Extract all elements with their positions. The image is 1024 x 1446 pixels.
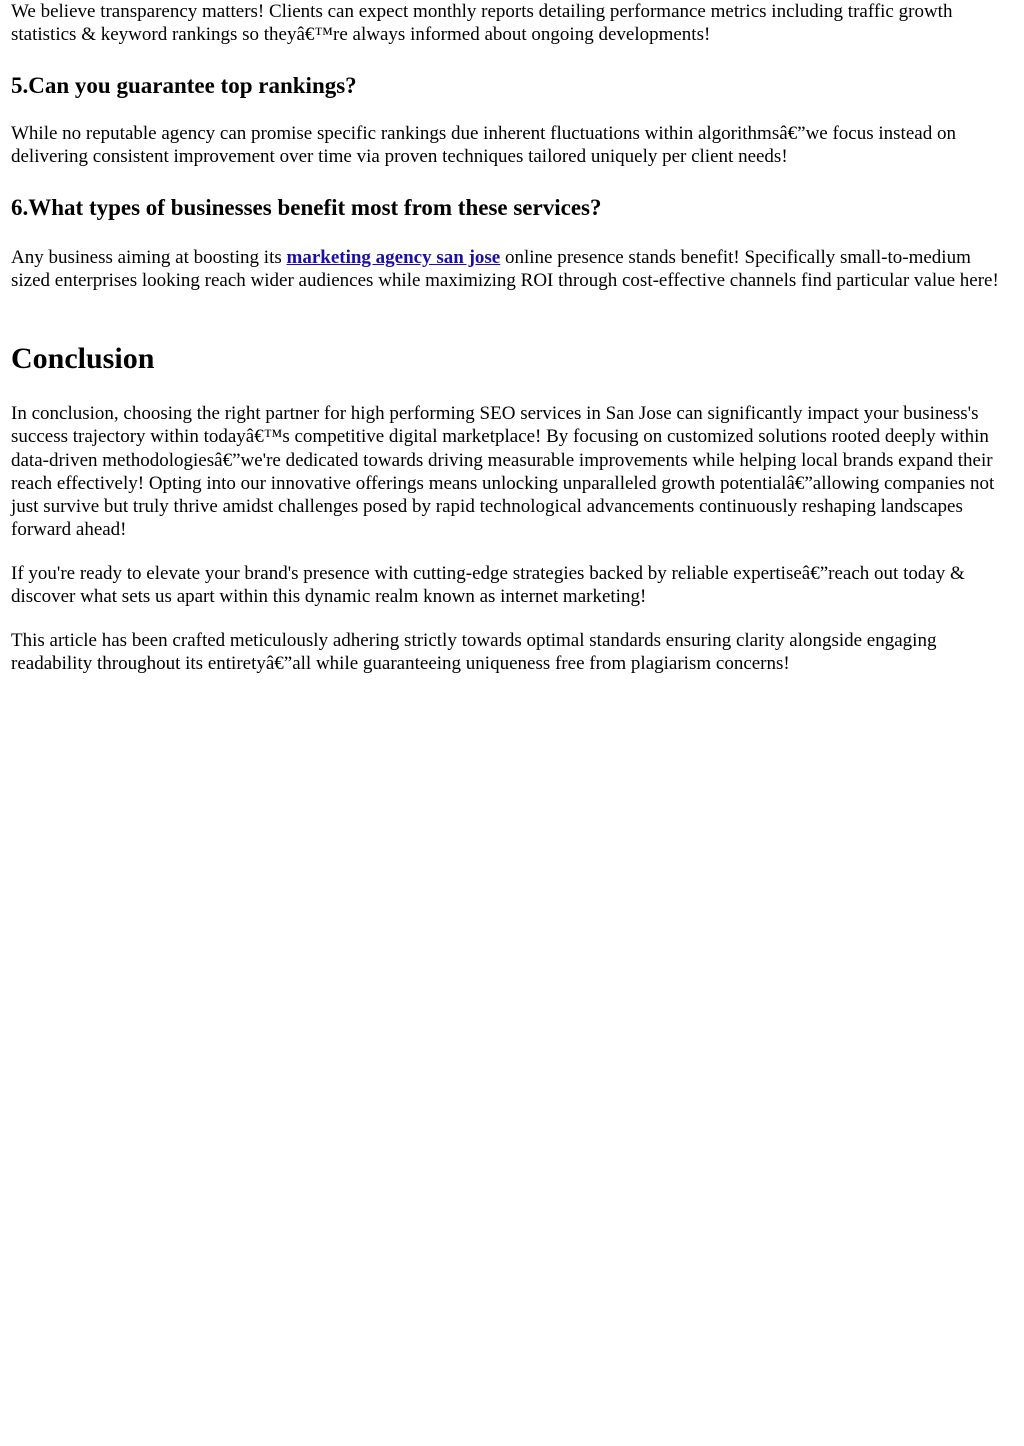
conclusion-paragraph-3: This article has been crafted meticulously adhering strictly towards optimal standards ensuring clarity alongside engaging readability throughout its entiretyâ€”all while guaranteeing uniqueness free from plagiarism concerns! — [11, 630, 937, 675]
faq-heading-q6: 6.What types of businesses benefit most from these services? — [11, 195, 602, 220]
faq-answer-q6-text-before: Any business aiming at boosting its — [11, 247, 287, 268]
faq-answer-q6 — [11, 246, 1014, 293]
faq-answer-q5: While no reputable agency can promise specific rankings due inherent fluctuations within algorithmsâ€”we focus instead on delivering consistent improvement over time via proven techniques tailored uniquely per client needs! — [11, 123, 956, 168]
conclusion-paragraph-1: In conclusion, choosing the right partner for high performing SEO services in San Jose can significantly impact your business's success trajectory within todayâ€™s competitive digital marketplace! By focusing on customized solutions rooted deeply within data-driven methodologiesâ€”we're dedicated towards driving measurable improvements while helping local brands expand their reach effectively! Opting into our innovative offerings means unlocking unparalleled growth potentialâ€”allowing companies not just survive but truly thrive amidst challenges posed by rapid technological advancements continuously reshaping landscapes forward ahead! — [11, 403, 995, 541]
conclusion-paragraph-2: If you're ready to elevate your brand's presence with cutting-edge strategies backed by reliable expertiseâ€”reach out today & discover what sets us apart within this dynamic realm known as internet marketing! — [11, 563, 965, 608]
faq-answer-q6-text-after: online presence stands benefit! Specifically small-to-medium sized enterprises looking reach wider audiences while maximizing ROI through cost-effective channels find particular value here! — [11, 247, 999, 292]
marketing-agency-link[interactable]: marketing agency san jose — [286, 247, 501, 268]
intro-paragraph: We believe transparency matters! Clients can expect monthly reports detailing performance metrics including traffic growth statistics & keyword rankings so theyâ€™re always informed about ongoing developments! — [11, 1, 953, 46]
faq-heading-q5: 5.Can you guarantee top rankings? — [11, 73, 357, 98]
conclusion-heading: Conclusion — [11, 342, 155, 375]
